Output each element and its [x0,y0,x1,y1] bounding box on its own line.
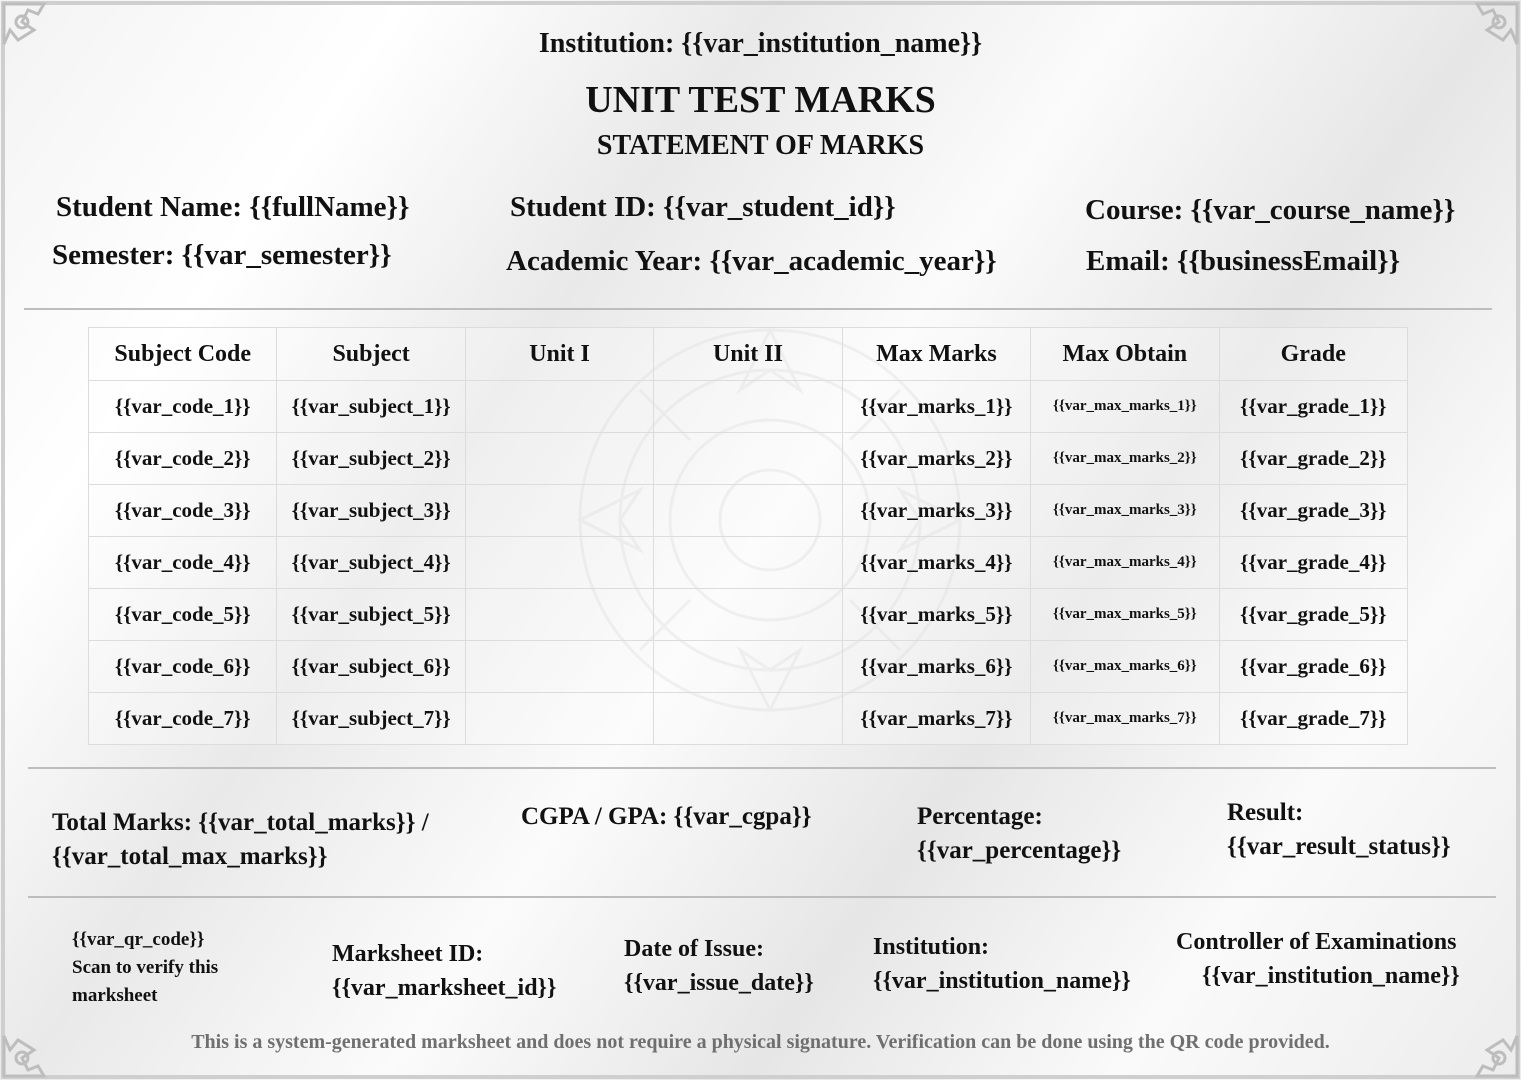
student-id: Student ID: {{var_student_id}} [510,191,896,223]
result [1227,796,1497,864]
max-marks-cell: {{var_marks_2}} [842,433,1030,485]
max-marks-cell: {{var_marks_1}} [842,381,1030,433]
header-subject: Subject [277,328,465,381]
course-name: Course: {{var_course_name}} [1085,194,1456,226]
marks-table [88,327,1408,745]
table-row [89,589,1408,641]
max-obtain-cell: {{var_max_marks_5}} [1031,589,1219,641]
subject-code-cell: {{var_code_3}} [89,485,277,537]
unit-1-cell [465,381,653,433]
grade-cell: {{var_grade_3}} [1219,485,1407,537]
qr-verify-note: Scan to verify this marksheet [72,957,219,1006]
marksheet-id-value: {{var_marksheet_id}} [332,975,557,1001]
table-row [89,485,1408,537]
unit-2-cell [654,485,842,537]
footer-institution-value: {{var_institution_name}} [873,968,1131,994]
unit-1-cell [465,589,653,641]
marksheet-id-label: Marksheet ID: [332,941,484,967]
issue-date-label: Date of Issue: [624,936,764,962]
max-obtain-cell: {{var_max_marks_3}} [1031,485,1219,537]
table-header-row [89,328,1408,381]
cgpa: CGPA / GPA: {{var_cgpa}} [521,803,812,830]
unit-2-cell [654,433,842,485]
unit-2-cell [654,693,842,745]
unit-2-cell [654,381,842,433]
qr-code-placeholder: {{var_qr_code}} [72,929,205,950]
marksheet-id [332,937,602,1005]
result-label: Result: [1227,799,1304,826]
document-title: UNIT TEST MARKS [585,79,936,121]
max-marks-cell: {{var_marks_6}} [842,641,1030,693]
subject-code-cell: {{var_code_1}} [89,381,277,433]
controller-of-examinations [1176,925,1496,993]
max-marks-cell: {{var_marks_4}} [842,537,1030,589]
footer-institution [873,930,1163,998]
grade-cell: {{var_grade_2}} [1219,433,1407,485]
controller-institution: {{var_institution_name}} [1202,963,1460,989]
total-max-marks: {{var_total_max_marks}} [52,843,328,870]
qr-code-block [72,926,272,1010]
table-row [89,381,1408,433]
divider-middle [28,767,1496,769]
subject-code-cell: {{var_code_5}} [89,589,277,641]
header-grade: Grade [1219,328,1407,381]
subject-cell: {{var_subject_1}} [277,381,465,433]
unit-2-cell [654,537,842,589]
controller-label: Controller of Examinations [1176,929,1457,955]
header-unit-1: Unit I [465,328,653,381]
percentage-label: Percentage: [917,803,1043,830]
institution-heading: Institution: {{var_institution_name}} [538,28,983,59]
header-unit-2: Unit II [654,328,842,381]
header-max-obtain: Max Obtain [1031,328,1219,381]
subject-cell: {{var_subject_5}} [277,589,465,641]
subject-cell: {{var_subject_6}} [277,641,465,693]
grade-cell: {{var_grade_1}} [1219,381,1407,433]
result-status: {{var_result_status}} [1227,833,1451,860]
student-email: Email: {{businessEmail}} [1086,245,1401,277]
grade-cell: {{var_grade_6}} [1219,641,1407,693]
divider-top [24,308,1492,310]
total-marks-label: Total Marks: {{var_total_marks}} / [52,809,429,836]
unit-2-cell [654,589,842,641]
table-row [89,433,1408,485]
subject-code-cell: {{var_code_6}} [89,641,277,693]
document-subtitle: STATEMENT OF MARKS [596,130,925,161]
unit-1-cell [465,537,653,589]
subject-code-cell: {{var_code_2}} [89,433,277,485]
grade-cell: {{var_grade_5}} [1219,589,1407,641]
unit-1-cell [465,433,653,485]
max-obtain-cell: {{var_max_marks_1}} [1031,381,1219,433]
issue-date [624,932,864,1000]
unit-1-cell [465,485,653,537]
footer-institution-label: Institution: [873,934,990,960]
header-subject-code: Subject Code [89,328,277,381]
divider-bottom [28,896,1496,898]
subject-code-cell: {{var_code_7}} [89,693,277,745]
subject-cell: {{var_subject_3}} [277,485,465,537]
disclaimer-note: This is a system-generated marksheet and does not require a physical signature. Verification can be done using the QR code provided. [191,1031,1330,1053]
max-marks-cell: {{var_marks_7}} [842,693,1030,745]
subject-cell: {{var_subject_2}} [277,433,465,485]
student-name: Student Name: {{fullName}} [56,191,410,223]
grade-cell: {{var_grade_4}} [1219,537,1407,589]
semester: Semester: {{var_semester}} [52,239,392,271]
unit-1-cell [465,641,653,693]
max-marks-cell: {{var_marks_3}} [842,485,1030,537]
issue-date-value: {{var_issue_date}} [624,970,814,996]
percentage-value: {{var_percentage}} [917,837,1122,864]
subject-code-cell: {{var_code_4}} [89,537,277,589]
subject-cell: {{var_subject_7}} [277,693,465,745]
unit-2-cell [654,641,842,693]
percentage [917,800,1177,868]
subject-cell: {{var_subject_4}} [277,537,465,589]
max-marks-cell: {{var_marks_5}} [842,589,1030,641]
table-row [89,693,1408,745]
unit-1-cell [465,693,653,745]
max-obtain-cell: {{var_max_marks_2}} [1031,433,1219,485]
table-row [89,537,1408,589]
max-obtain-cell: {{var_max_marks_7}} [1031,693,1219,745]
total-marks [52,806,472,874]
max-obtain-cell: {{var_max_marks_4}} [1031,537,1219,589]
header-max-marks: Max Marks [842,328,1030,381]
max-obtain-cell: {{var_max_marks_6}} [1031,641,1219,693]
academic-year: Academic Year: {{var_academic_year}} [506,245,997,277]
table-row [89,641,1408,693]
grade-cell: {{var_grade_7}} [1219,693,1407,745]
